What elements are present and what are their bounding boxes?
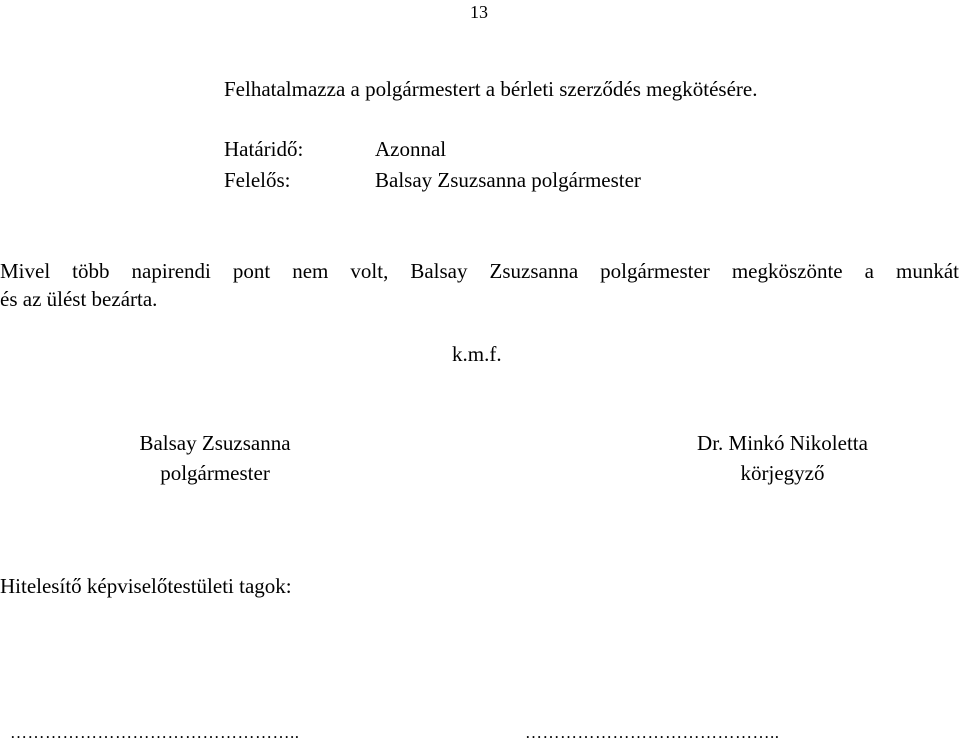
page-number: 13 [470,2,488,22]
closing-paragraph [0,257,959,313]
signatory-notary-name: Dr. Minkó Nikoletta [697,431,868,455]
signatory-notary [660,428,905,488]
signatory-mayor-name: Balsay Zsuzsanna [139,431,291,455]
signatory-mayor-title: polgármester [160,461,270,485]
authenticators-heading: Hitelesítő képviselőtestületi tagok: [0,574,292,598]
responsible-label: Felelős: [224,168,291,192]
closing-line-1: Mivel több napirendi pont nem volt, Balsay Zsuzsanna polgármester megköszönte a munkát [0,259,959,283]
deadline-value: Azonnal [375,137,447,161]
closing-line-2: és az ülést bezárta. [0,287,158,311]
responsible-value: Balsay Zsuzsanna polgármester [375,168,641,192]
deadline-row [224,139,446,160]
responsible-row [224,170,641,191]
authorization-paragraph: Felhatalmazza a polgármestert a bérleti szerződés megkötésére. [224,77,758,101]
signature-line-right: …………………………………….. [525,723,780,742]
signatory-notary-title: körjegyző [740,461,825,485]
kmf-mark: k.m.f. [452,342,502,366]
signatory-mayor [100,428,330,488]
deadline-label: Határidő: [224,137,304,161]
signature-line-left: ………………………………………….. [10,723,300,742]
